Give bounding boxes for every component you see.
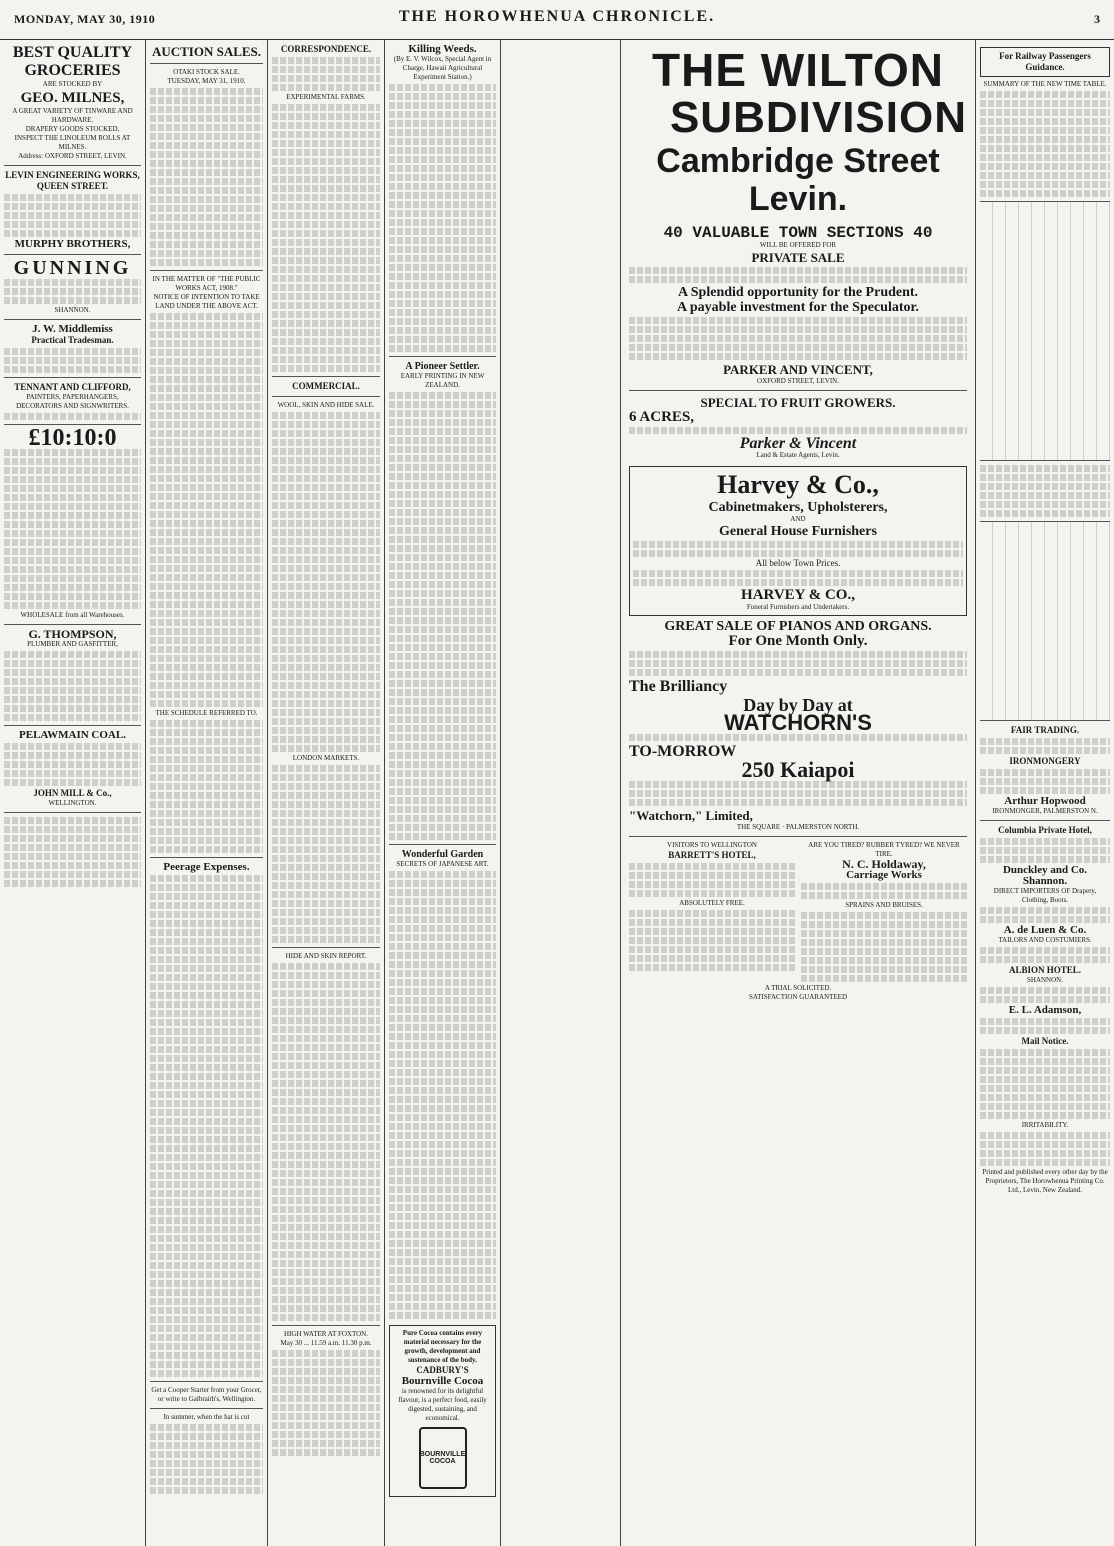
newspaper-title: THE HOROWHENUA CHRONICLE. <box>398 8 716 25</box>
harvey-ad: Harvey & Co., Cabinetmakers, Upholsterers, AND General House Furnishers All below Town Prices. HARVEY & CO., Funeral Furnishers and Undertakers. <box>629 466 967 616</box>
column-commercial: CORRESPONDENCE. EXPERIMENTAL FARMS. COMMERCIAL. WOOL, SKIN AND HIDE SALE. LONDON MARKETS. HIDE AND SKIN REPORT. HIGH WATER AT FOXTON. May 30 ... 11.59 a.m. 11.30 p.m. <box>268 40 384 1546</box>
cocoa-tin-icon: BOURNVILLE COCOA <box>419 1427 467 1489</box>
railway-heading: For Railway Passengers Guidance. <box>999 51 1091 72</box>
grocery-headline: BEST QUALITY <box>12 44 133 61</box>
timetable-grid <box>980 201 1110 461</box>
wilton-headline: THE WILTON <box>652 44 944 96</box>
cadbury-ad: Pure Cocoa contains every material necessary for the growth, development and sustenance of the body. CADBURY'S Bournville Cocoa is renowned for its delightful flavour, is a perfect food, easily digested, sustaining, and economical. BOURNVILLE COCOA <box>389 1325 496 1497</box>
prize-amount: £10:10:0 <box>28 425 117 451</box>
column-articles: Killing Weeds. (By E. V. Wilcox, Special Agent in Charge, Hawaii Agricultural Experiment Station.) A Pioneer Settler. EARLY PRINTING IN NEW ZEALAND. Wonderful Garden SECRETS OF JAPANESE ART. Pure Cocoa contains every material necessary for the growth, development and sustenance of the body. CADBURY'S Bournville Cocoa is renowned for its delightful flavour, is a perfect food, easily digested, sustaining, and economical. BOURNVILLE COCOA <box>385 40 500 1546</box>
correspondence-heading: CORRESPONDENCE. <box>280 44 372 54</box>
issue-date: MONDAY, MAY 30, 1910 <box>14 12 156 26</box>
page-number: 3 <box>1094 12 1100 26</box>
column-auctions: AUCTION SALES. OTAKI STOCK SALE. TUESDAY, MAY 31, 1910. IN THE MATTER OF "THE PUBLIC WORKS ACT, 1908." NOTICE OF INTENTION TO TAKE LAND UNDER THE ABOVE ACT. THE SCHEDULE REFERRED TO. Peerage Expenses. Get a Cooper Starter from your Grocer, or write to Galbraith's, Wellington. In summer, when the hat is cut <box>146 40 267 1546</box>
milnes-name: GEO. MILNES, <box>20 90 125 106</box>
center-advertisements: THE WILTON SUBDIVISION Cambridge Street Levin. 40 VALUABLE TOWN SECTIONS 40 WILL BE OFFERED FOR PRIVATE SALE A Splendid opportunity for the Prudent. A payable investment for the Speculator. PARKER AND VINCENT, OXFORD STREET, LEVIN. SPECIAL TO FRUIT GROWERS. 6 ACRES, Parker & Vincent Land & Estate Agents, Levin. Harvey & Co., Cabinetmakers, Upholsterers, AND General House Furnishers All below Town Prices. HARVEY & CO., Funeral Furnishers and Undertakers. GREAT SALE OF PIANOS AND ORGANS. For One Month Only. The Brilliancy Day by Day at WATCHORN'S TO-MORROW 250 Kaiapoi "Watchorn," Limited, THE SQUARE · PALMERSTON NORTH. VISITORS TO WELLINGTON BARRETT'S HOTEL, ABSOLUTELY FREE. ARE YOU TIRED? RUBBER TYRED? WE NEVER TIRE. N. C. Holdaway, Carriage Works SPRAINS AND BRUISES. A TRIAL SOLICITED. SATISFACTION GUARANTEED <box>629 44 967 1001</box>
gunning-ad: GUNNING <box>13 257 132 279</box>
column-railway-guide: For Railway Passengers Guidance. SUMMARY OF THE NEW TIME TABLE. FAIR TRADING. IRONMONGERY Arthur Hopwood IRONMONGER, PALMERSTON N. Columbia Private Hotel, Dunckley and Co. Shannon. DIRECT IMPORTERS OF Drapery, Clothing, Boots. A. de Luen & Co. TAILORS AND COSTUMIERS. ALBION HOTEL. SHANNON. E. L. Adamson, Mail Notice. IRRITABILITY. Printed and published every other day by the Proprietors, The Horowhenua Printing Co. Ltd., Levin, New Zealand. <box>976 40 1114 1546</box>
masthead <box>0 0 1114 40</box>
column-advertisements-1: BEST QUALITY GROCERIES ARE STOCKED BY GEO. MILNES, A GREAT VARIETY OF TINWARE AND HARDWARE. DRAPERY GOODS STOCKED. INSPECT THE LINOLEUM ROLLS AT MILNES. Address: OXFORD STREET, LEVIN. LEVIN ENGINEERING WORKS, QUEEN STREET. MURPHY BROTHERS, GUNNING SHANNON. J. W. Middlemiss Practical Tradesman. TENNANT AND CLIFFORD, PAINTERS, PAPERHANGERS, DECORATORS AND SIGNWRITERS. £10:10:0 WHOLESALE from all Warehouses. G. THOMPSON, PLUMBER AND GASFITTER, PELAWMAIN COAL. JOHN MILL & Co., WELLINGTON. <box>0 40 145 1546</box>
timetable-grid-2 <box>980 521 1110 721</box>
killing-weeds-title: Killing Weeds. <box>408 43 477 55</box>
auction-heading: AUCTION SALES. <box>151 44 262 59</box>
